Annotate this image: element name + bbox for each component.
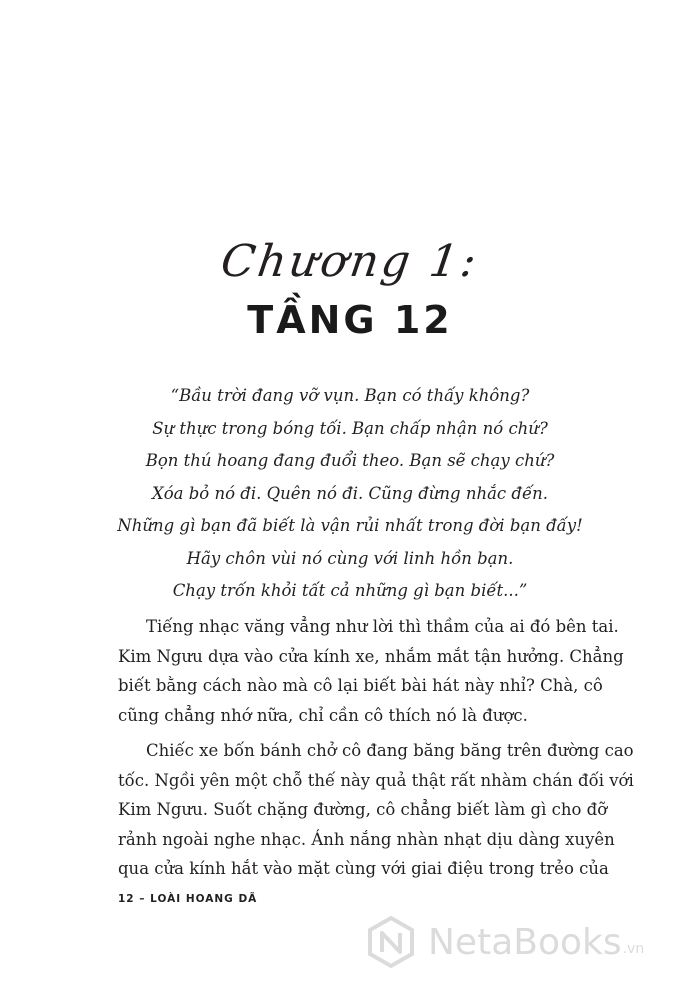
watermark: [364, 912, 644, 972]
body-line: Chiếc xe bốn bánh chở cô đang băng băng trên đường cao: [146, 741, 634, 760]
watermark-suffix: .vn: [622, 941, 645, 957]
body-line: tốc. Ngồi yên một chỗ thế này quả thật rất nhàm chán đối với: [118, 770, 634, 790]
body-paragraph-2: [118, 736, 634, 884]
epigraph-line: Chạy trốn khỏi tất cả những gì bạn biết...”: [172, 581, 528, 600]
epigraph-block: [0, 380, 700, 608]
epigraph-line: Hãy chôn vùi nó cùng với linh hồn bạn.: [186, 548, 514, 568]
epigraph-line: Những gì bạn đã biết là vận rủi nhất trong đời bạn đấy!: [117, 516, 583, 535]
epigraph-line: “Bầu trời đang vỡ vụn. Bạn có thấy không?: [170, 386, 530, 405]
netabooks-logo-icon: [364, 915, 418, 969]
body-line: rảnh ngoài nghe nhạc. Ánh nắng nhàn nhạt dịu dàng xuyên: [118, 829, 615, 849]
body-paragraph-1: [118, 612, 624, 730]
epigraph-line: Xóa bỏ nó đi. Quên nó đi. Cũng đừng nhắc đến.: [151, 483, 549, 503]
body-line: Kim Ngưu dựa vào cửa kính xe, nhắm mắt tận hưởng. Chẳng: [118, 646, 624, 666]
epigraph-line: Sự thực trong bóng tối. Bạn chấp nhận nó chứ?: [152, 418, 548, 438]
body-line: qua cửa kính hắt vào mặt cùng với giai điệu trong trẻo của: [118, 859, 609, 878]
body-line: biết bằng cách nào mà cô lại biết bài hát này nhỉ? Chà, cô: [118, 676, 603, 695]
epigraph-line: Bọn thú hoang đang đuổi theo. Bạn sẽ chạy chứ?: [145, 451, 555, 470]
chapter-title: TẦNG 12: [247, 298, 453, 342]
chapter-number-script: Chương 1:: [217, 236, 483, 287]
body-line: Tiếng nhạc văng vẳng như lời thì thầm của ai đó bên tai.: [146, 617, 619, 636]
running-footer: 12 – LOÀI HOANG DÃ: [118, 893, 258, 905]
watermark-brand: NetaBooks: [428, 921, 622, 963]
body-line: Kim Ngưu. Suốt chặng đường, cô chẳng biết làm gì cho đỡ: [118, 800, 608, 819]
body-line: cũng chẳng nhớ nữa, chỉ cần cô thích nó là được.: [118, 705, 528, 725]
